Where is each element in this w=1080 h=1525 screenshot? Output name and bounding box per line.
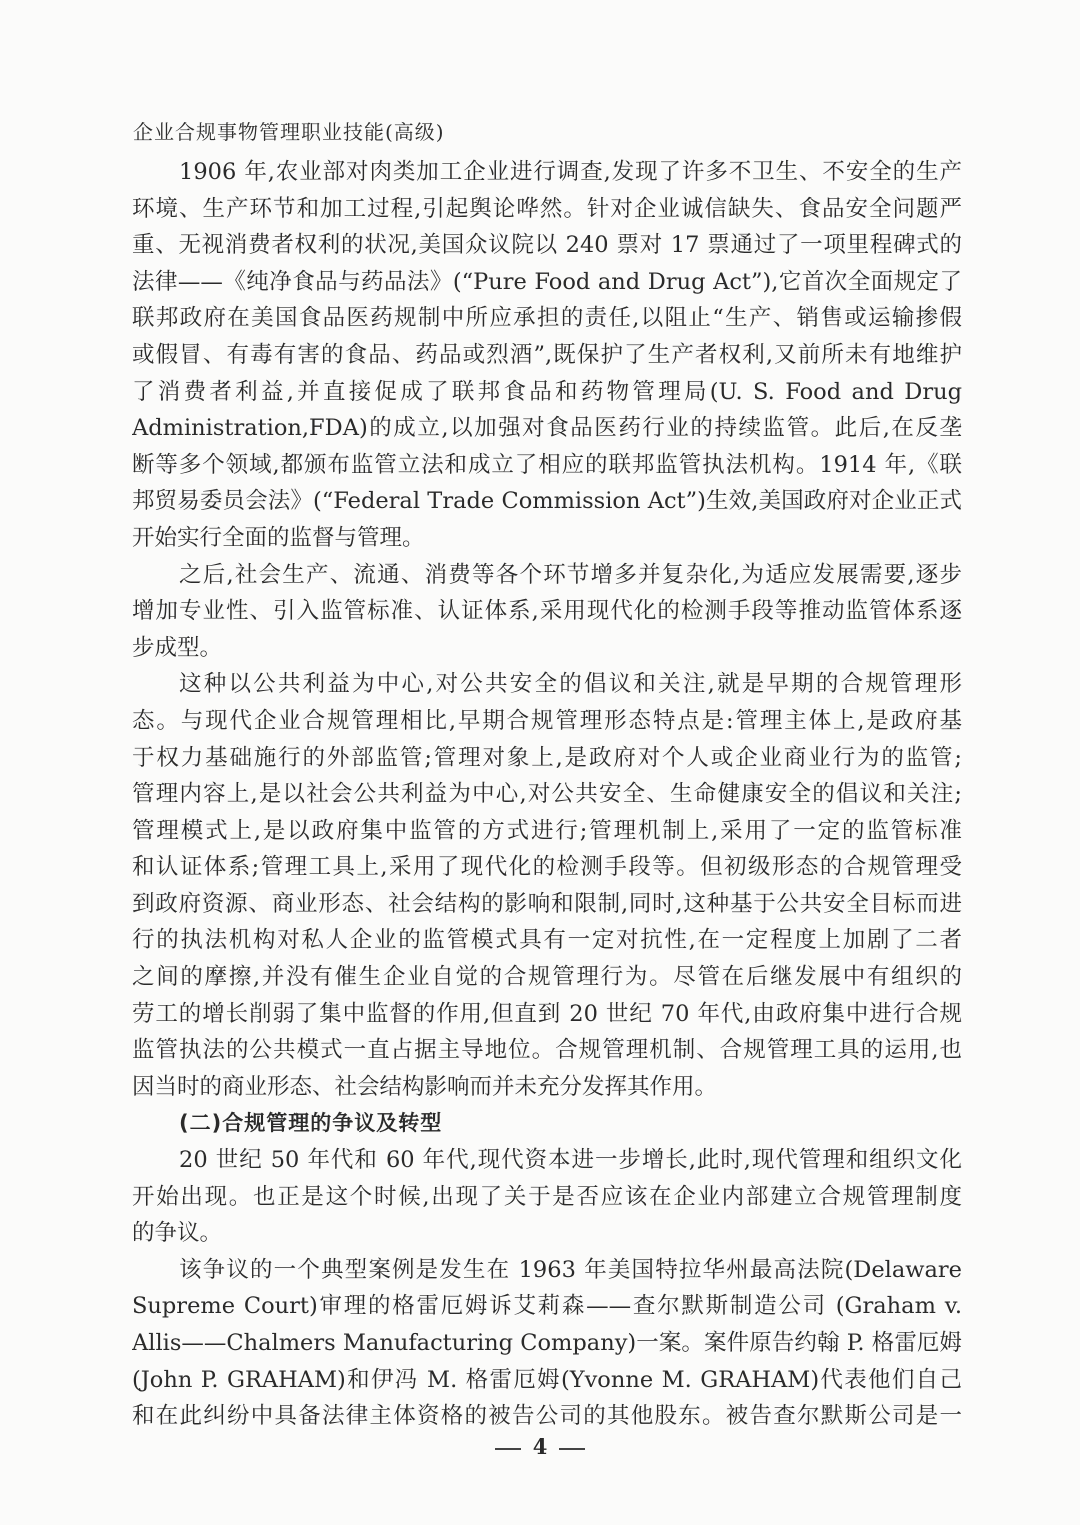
text-line: 行的执法机构对私人企业的监管模式具有一定对抗性,在一定程度上加剧了二者 (132, 927, 962, 954)
text-line: 之后,社会生产、流通、消费等各个环节增多并复杂化,为适应发展需要,逐步 (179, 561, 962, 588)
text-line: 管理模式上,是以政府集中监管的方式进行;管理机制上,采用了一定的监管标准 (132, 817, 962, 844)
text-line: 开始实行全面的监督与管理。 (132, 524, 425, 551)
text-line: 于权力基础施行的外部监管;管理对象上,是政府对个人或企业商业行为的监管; (132, 744, 962, 771)
text-line: 态。与现代企业合规管理相比,早期合规管理形态特点是:管理主体上,是政府基 (132, 707, 962, 734)
text-line: 这种以公共利益为中心,对公共安全的倡议和关注,就是早期的合规管理形 (179, 671, 962, 698)
section-heading: (二)合规管理的争议及转型 (179, 1111, 443, 1136)
text-line: 重、无视消费者权利的状况,美国众议院以 240 票对 17 票通过了一项里程碑式的 (132, 232, 962, 259)
text-line: 到政府资源、商业形态、社会结构的影响和限制,同时,这种基于公共安全目标而进 (132, 890, 962, 917)
text-line: 步成型。 (132, 634, 223, 661)
text-line: 联邦政府在美国食品医药规制中所应承担的责任,以阻止“生产、销售或运输掺假 (132, 305, 962, 332)
text-line: 的争议。 (132, 1220, 223, 1247)
text-line: 该争议的一个典型案例是发生在 1963 年美国特拉华州最高法院(Delaware (179, 1256, 962, 1283)
text-line: (John P. GRAHAM)和伊冯 M. 格雷厄姆(Yvonne M. GRAHAM)代表他们自己 (132, 1366, 962, 1393)
paragraph (132, 666, 962, 1105)
body-text (132, 154, 962, 1435)
text-line: Administration,FDA)的成立,以加强对食品医药行业的持续监管。此后,在反垄 (132, 415, 962, 442)
text-line: 劳工的增长削弱了集中监督的作用,但直到 20 世纪 70 年代,由政府集中进行合规 (132, 1000, 962, 1027)
text-line: 和在此纠纷中具备法律主体资格的被告公司的其他股东。被告查尔默斯公司是一 (132, 1403, 962, 1430)
text-line: 管理内容上,是以社会公共利益为中心,对公共安全、生命健康安全的倡议和关注; (132, 781, 962, 808)
text-line: 环境、生产环节和加工过程,引起舆论哗然。针对企业诚信缺失、食品安全问题严 (132, 195, 962, 222)
text-line: 邦贸易委员会法》(“Federal Trade Commission Act”)生效,美国政府对企业正式 (132, 488, 962, 515)
page-number: 4 (532, 1434, 548, 1459)
paragraph (132, 1252, 962, 1435)
text-line: 法律——《纯净食品与药品法》(“Pure Food and Drug Act”),它首次全面规定了 (132, 268, 962, 295)
text-line: 或假冒、有毒有害的食品、药品或烈酒”,既保护了生产者权利,又前所未有地维护 (132, 341, 962, 368)
text-line: 和认证体系;管理工具上,采用了现代化的检测手段等。但初级形态的合规管理受 (132, 854, 962, 881)
dash-left (495, 1448, 521, 1450)
dash-right (559, 1448, 585, 1450)
text-line: 20 世纪 50 年代和 60 年代,现代资本进一步增长,此时,现代管理和组织文化 (179, 1147, 962, 1174)
paragraph (132, 1142, 962, 1252)
text-line: 因当时的商业形态、社会结构影响而并未充分发挥其作用。 (132, 1073, 718, 1100)
text-line: 之间的摩擦,并没有催生企业自觉的合规管理行为。尽管在后继发展中有组织的 (132, 964, 962, 991)
text-line: 断等多个领域,都颁布监管立法和成立了相应的联邦监管执法机构。1914 年,《联 (132, 451, 962, 478)
running-header: 企业合规事物管理职业技能(高级) (133, 120, 445, 144)
page-footer (0, 1434, 1080, 1459)
text-line: 开始出现。也正是这个时候,出现了关于是否应该在企业内部建立合规管理制度 (132, 1183, 962, 1210)
text-line: 增加专业性、引入监管标准、认证体系,采用现代化的检测手段等推动监管体系逐 (132, 598, 962, 625)
paragraph (132, 557, 962, 667)
text-line: 1906 年,农业部对肉类加工企业进行调查,发现了许多不卫生、不安全的生产 (179, 159, 962, 185)
text-line: Supreme Court)审理的格雷厄姆诉艾莉森——查尔默斯制造公司 (Graham v. (132, 1293, 962, 1320)
paragraph (132, 154, 962, 557)
text-line: 监管执法的公共模式一直占据主导地位。合规管理机制、合规管理工具的运用,也 (132, 1037, 962, 1064)
text-line: Allis——Chalmers Manufacturing Company)一案。案件原告约翰 P. 格雷厄姆 (132, 1330, 962, 1356)
text-line: 了消费者利益,并直接促成了联邦食品和药物管理局(U. S. Food and Drug (132, 378, 962, 405)
